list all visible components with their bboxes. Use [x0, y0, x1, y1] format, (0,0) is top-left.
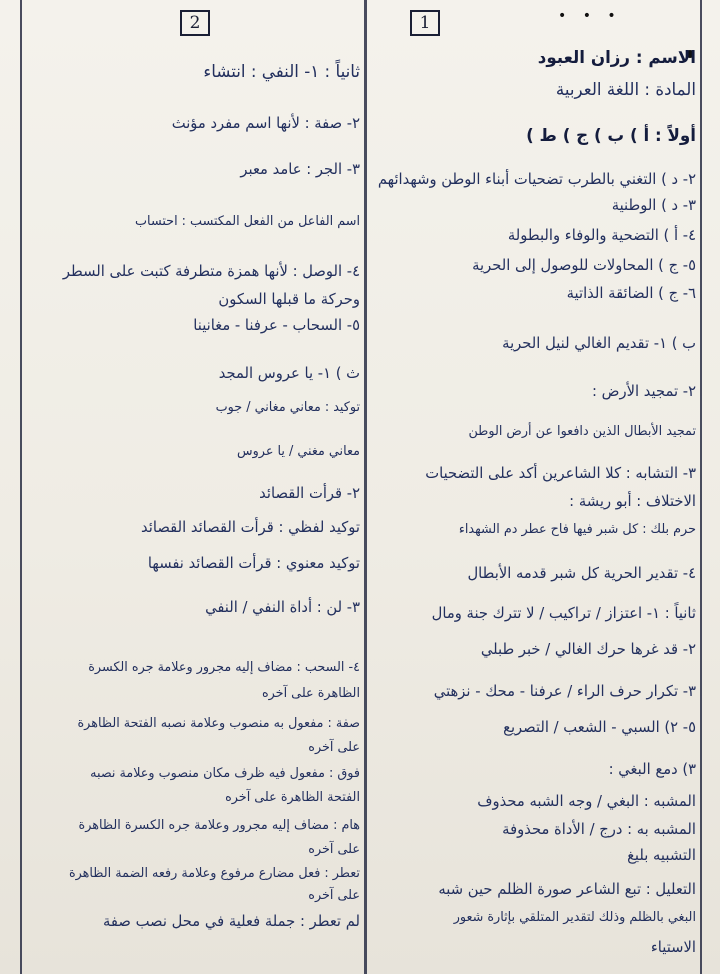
answer-line: ٤- السحب : مضاف إليه مجرور وعلامة جره الكسرة	[88, 660, 360, 675]
answer-line: ٣- د ) الوطنية	[611, 196, 696, 214]
answer-line: معاني مغني / يا عروس	[237, 444, 360, 459]
answer-line: الفتحة الظاهرة على آخره	[225, 790, 360, 805]
left-margin-line	[20, 0, 22, 974]
answer-line: صفة : مفعول به منصوب وعلامة نصبه الفتحة الظاهرة	[77, 716, 360, 731]
answer-line: ٦- ج ) الضائقة الذاتية	[566, 284, 696, 302]
answer-line: ٢- قد غرها حرك الغالي / خبر طبلي	[480, 640, 696, 658]
answer-line: ٥- ٢) السبي - الشعب / التصريع	[503, 718, 696, 736]
answer-line: وحركة ما قبلها السكون	[218, 290, 360, 308]
answer-line: ثانياً : ١- اعتزاز / تراكيب / لا تترك جنة ومال	[431, 604, 696, 622]
page-number-right: 1	[410, 10, 440, 36]
answer-line: ب ) ١- تقديم الغالي لنيل الحرية	[502, 334, 696, 352]
answer-line: ٤- الوصل : لأنها همزة متطرفة كتبت على السطر	[62, 262, 360, 280]
answer-line: الاسم : رزان العبود	[537, 48, 696, 68]
answer-line: هام : مضاف إليه مجرور وعلامة جره الكسرة الظاهرة	[78, 818, 361, 833]
answer-line: ٣- الجر : عامد معبر	[240, 160, 360, 178]
answer-line: تعطر : فعل مضارع مرفوع وعلامة رفعه الضمة الظاهرة	[68, 866, 360, 881]
answer-line: المشبه به : درج / الأداة محذوفة	[502, 820, 696, 838]
answer-line: ٣- لن : أداة النفي / النفي	[205, 598, 360, 616]
answer-line: ٢- د ) التغني بالطرب تضحيات أبناء الوطن وشهدائهم	[377, 170, 696, 188]
answer-line: لم تعطر : جملة فعلية في محل نصب صفة	[103, 912, 360, 930]
answer-line: على آخره	[308, 842, 360, 857]
answer-line: توكيد معنوي : قرأت القصائد نفسها	[147, 554, 360, 572]
answer-line: ٣- التشابه : كلا الشاعرين أكد على التضحيات	[425, 464, 696, 482]
answer-line: أولاً : أ ) ب ) ج ) ط )	[526, 126, 696, 146]
answer-line: الظاهرة على آخره	[261, 686, 360, 701]
answer-line: فوق : مفعول فيه ظرف مكان منصوب وعلامة نصبه	[90, 766, 360, 781]
answer-line: التعليل : تبع الشاعر صورة الظلم حين شبه	[438, 880, 696, 898]
answer-line: توكيد : معاني مغاني / جوب	[215, 400, 360, 415]
answer-line: تمجيد الأبطال الذين دافعوا عن أرض الوطن	[468, 424, 696, 439]
answer-line: ٤- أ ) التضحية والوفاء والبطولة	[507, 226, 696, 244]
answer-line: ث ) ١- يا عروس المجد	[218, 364, 360, 382]
left-column	[26, 0, 360, 974]
answer-line: الاختلاف : أبو ريشة :	[569, 492, 696, 510]
answer-line: التشبيه بليغ	[627, 846, 696, 864]
right-column	[370, 0, 696, 974]
answer-line: توكيد لفظي : قرأت القصائد القصائد	[141, 518, 360, 536]
answer-line: على آخره	[308, 740, 360, 755]
answer-line: حرم بلك : كل شبر فيها فاح عطر دم الشهداء	[458, 522, 696, 537]
answer-line: ثانياً : ١- النفي : انتشاء	[203, 62, 360, 82]
right-margin-line	[700, 0, 702, 974]
answer-line: ٢- قرأت القصائد	[259, 484, 360, 502]
answer-line: ٥- ج ) المحاولات للوصول إلى الحرية	[472, 256, 696, 274]
answer-line: ٣) دمع البغي :	[608, 760, 696, 778]
answer-line: ٢- صفة : لأنها اسم مفرد مؤنث	[171, 114, 360, 132]
answer-line: ٤- تقدير الحرية كل شبر قدمه الأبطال	[467, 564, 696, 582]
answer-line: على آخره	[308, 888, 360, 903]
answer-line: ٥- السحاب - عرفنا - مغانينا	[193, 316, 360, 334]
answer-line: اسم الفاعل من الفعل المكتسب : احتساب	[135, 214, 360, 229]
answer-line: الاستياء	[650, 938, 696, 956]
answer-line: المادة : اللغة العربية	[555, 80, 696, 100]
answer-line: ٣- تكرار حرف الراء / عرفنا - محك - نزهتي	[433, 682, 696, 700]
center-divider-line	[364, 0, 367, 974]
page-number-left: 2	[180, 10, 210, 36]
answer-line: المشبه : البغي / وجه الشبه محذوف	[477, 792, 696, 810]
answer-line: البغي بالظلم وذلك لتقدير المتلقي بإثارة شعور	[453, 910, 696, 925]
top-mark: • • •	[558, 8, 622, 24]
answer-line: ٢- تمجيد الأرض :	[592, 382, 696, 400]
